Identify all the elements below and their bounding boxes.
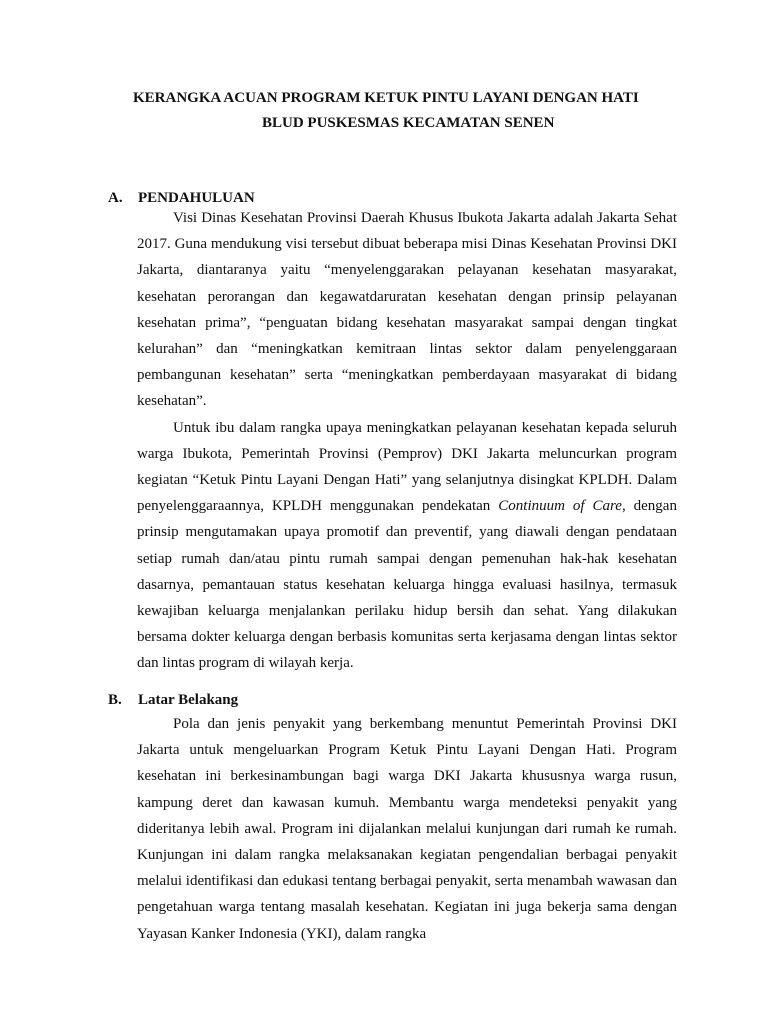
section-b-body xyxy=(137,711,677,947)
section-a-letter: A. xyxy=(108,190,123,206)
section-a-paragraph-2-italic: Continuum of Care xyxy=(498,498,622,515)
section-a-paragraph-2 xyxy=(137,415,677,677)
section-b-title: Latar Belakang xyxy=(138,692,239,708)
section-a-paragraph-1: Visi Dinas Kesehatan Provinsi Daerah Khusus Ibukota Jakarta adalah Jakarta Sehat 2017. Guna mendukung visi tersebut dibuat beberapa misi Dinas Kesehatan Provinsi DKI Jakarta, diantaranya yaitu “menyelenggarakan pelayanan kesehatan masyarakat, kesehatan perorangan dan kegawatdaruratan kesehatan dengan prinsip pelayanan kesehatan prima”, “penguatan bidang kesehatan masyarakat sampai dengan tingkat kelurahan” dan “meningkatkan kemitraan lintas sektor dalam penyelenggaraan pembangunan kesehatan” serta “meningkatkan pemberdayaan masyarakat di bidang kesehatan”. xyxy=(137,210,677,410)
section-b-paragraph-1: Pola dan jenis penyakit yang berkembang menuntut Pemerintah Provinsi DKI Jakarta untuk mengeluarkan Program Ketuk Pintu Layani Dengan Hati. Program kesehatan ini berkesinambungan bagi warga DKI Jakarta khususnya warga rusun, kampung deret dan kawasan kumuh. Membantu warga mendeteksi penyakit yang dideritanya lebih awal. Program ini dijalankan melalui kunjungan dari rumah ke rumah. Kunjungan ini dalam rangka melaksanakan kegiatan pengendalian berbagai penyakit melalui identifikasi dan edukasi tentang berbagai penyakit, serta menambah wawasan dan pengetahuan warga tentang masalah kesehatan. Kegiatan ini juga bekerja sama dengan Yayasan Kanker Indonesia (YKI), dalam rangka xyxy=(137,716,677,942)
section-a-paragraph-2-text-1: Untuk ibu dalam rangka upaya meningkatkan pelayanan kesehatan kepada seluruh warga Ibukota, Pemerintah Provinsi (Pemprov) DKI Jakarta meluncurkan program kegiatan “Ketuk Pintu Layani Dengan Hati” yang selanjutnya disingkat KPLDH. Dalam penyelenggaraannya, KPLDH menggunakan pendekatan xyxy=(137,419,677,515)
document-title-line-2: BLUD PUSKESMAS KECAMATAN SENEN xyxy=(262,115,555,131)
section-a-body xyxy=(137,205,677,677)
section-b-letter: B. xyxy=(108,692,122,708)
section-a-paragraph-2-text-2: , dengan prinsip mengutamakan upaya promotif dan preventif, yang diawali dengan pendataan setiap rumah dan/atau pintu rumah sampai dengan pemenuhan hak-hak kesehatan dasarnya, pemantauan status kesehatan keluarga hingga evaluasi hasilnya, termasuk kewajiban keluarga menjalankan perilaku hidup bersih dan sehat. Yang dilakukan bersama dokter keluarga dengan berbasis komunitas serta kerjasama dengan lintas sektor dan lintas program di wilayah kerja. xyxy=(137,498,677,672)
section-a-title: PENDAHULUAN xyxy=(138,190,255,206)
document-title-line-1: KERANGKA ACUAN PROGRAM KETUK PINTU LAYANI DENGAN HATI xyxy=(133,90,639,106)
